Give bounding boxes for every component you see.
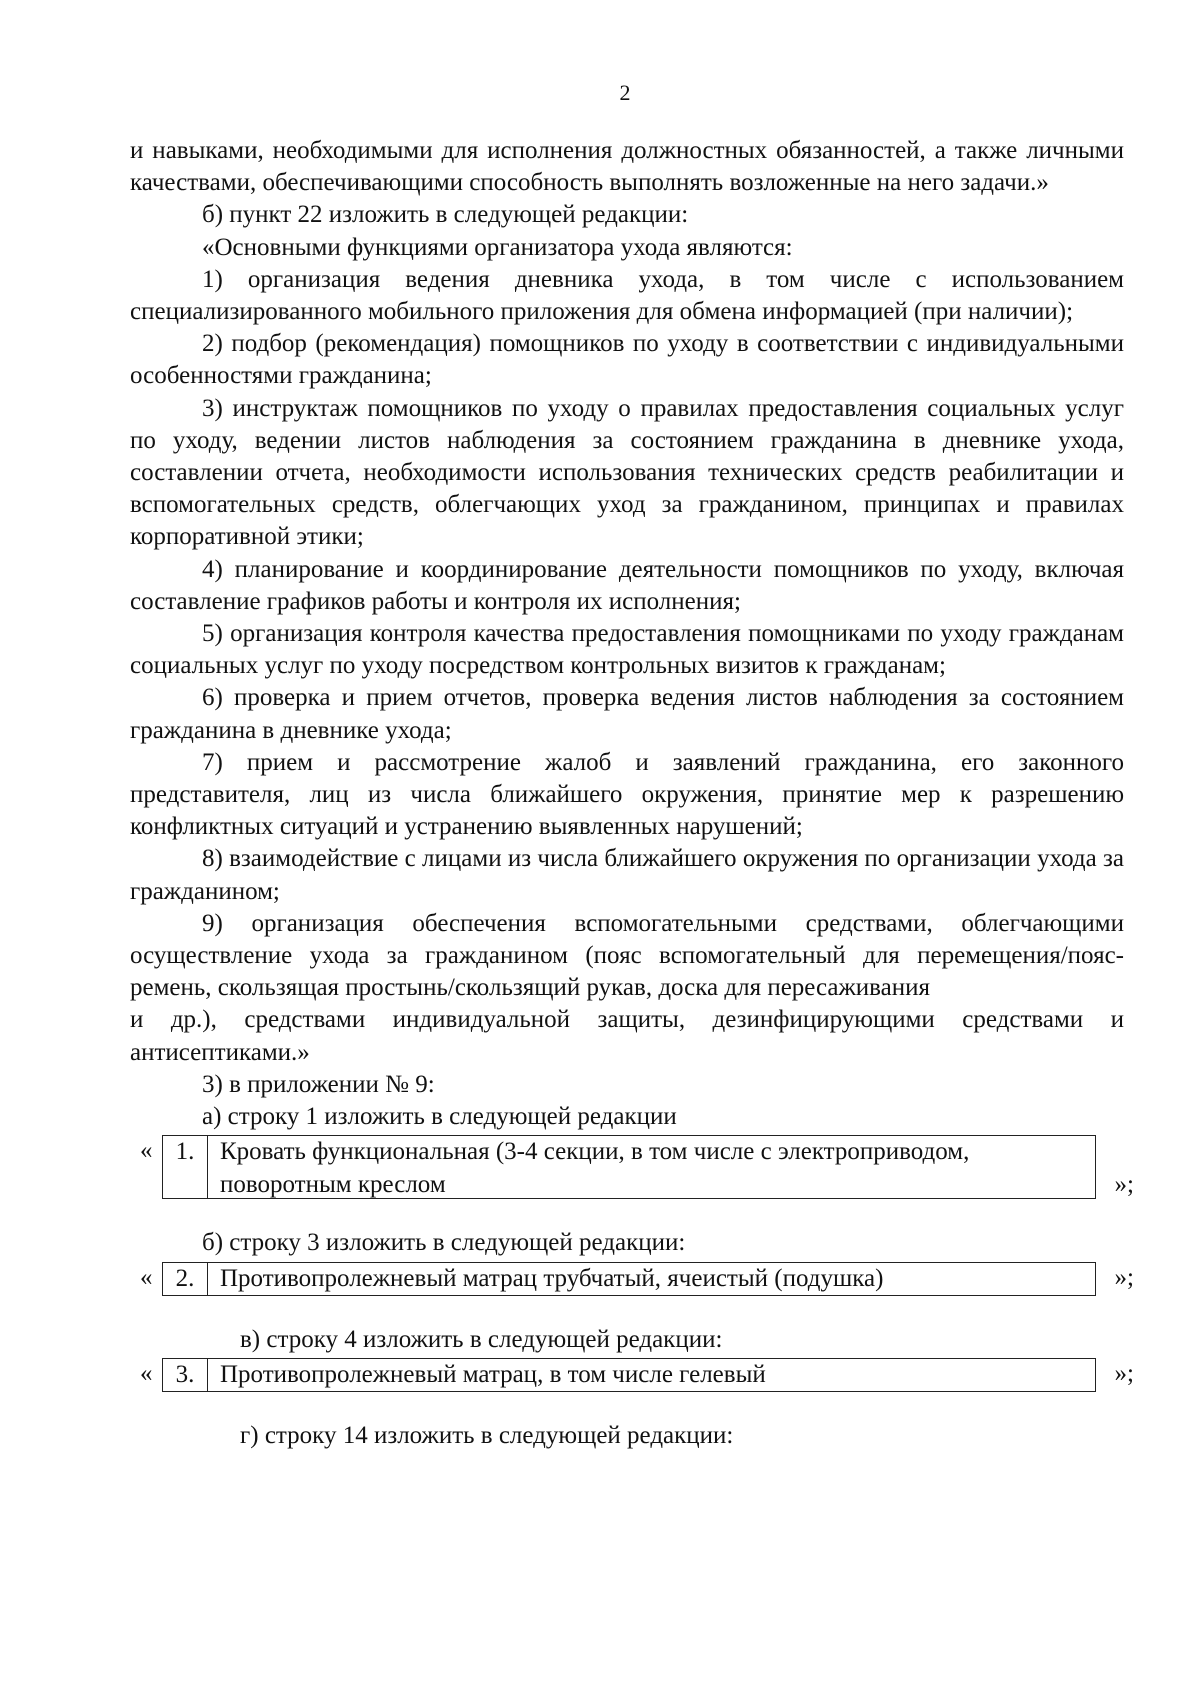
quote-open: « (140, 1263, 153, 1291)
instruction-v: в) строку 4 изложить в следующей редакции: (240, 1325, 723, 1353)
row-number: 3. (163, 1359, 208, 1391)
row-text: Противопролежневый матрац трубчатый, ячеистый (подушка) (220, 1264, 884, 1292)
paragraph: 1) организация ведения дневника ухода, в том числе с использованием специализированного мобильного приложения для обмена информацией (при наличии); (130, 265, 1124, 326)
instruction-g: г) строку 14 изложить в следующей редакции: (240, 1421, 734, 1449)
row-text: Противопролежневый матрац, в том числе гелевый (220, 1360, 766, 1388)
quote-close: »; (1114, 1263, 1134, 1291)
quote-close: »; (1114, 1359, 1134, 1387)
paragraph: б) пункт 22 изложить в следующей редакции: (202, 201, 689, 229)
replacement-row-2 (130, 1262, 1134, 1296)
paragraph: «Основными функциями организатора ухода являются: (202, 233, 793, 261)
paragraph: 5) организация контроля качества предоставления помощниками по уходу гражданам социальных услуг по уходу посредством контрольных визитов к гражданам; (130, 620, 1124, 680)
paragraph: и навыками, необходимыми для исполнения должностных обязанностей, а также личными качествами, обеспечивающими способность выполнять возложенные на него задачи.» (130, 137, 1124, 197)
paragraph: 4) планирование и координирование деятельности помощников по уходу, включая составление графиков работы и контроля их исполнения; (130, 555, 1124, 615)
paragraph: 3) в приложении № 9: (202, 1070, 435, 1098)
paragraph: 2) подбор (рекомендация) помощников по уходу в соответствии с индивидуальными особенностями гражданина; (130, 330, 1124, 390)
table-row (162, 1135, 1096, 1199)
instruction-b: б) строку 3 изложить в следующей редакции: (202, 1229, 686, 1257)
paragraph: и др.), средствами индивидуальной защиты, дезинфицирующими средствами и антисептиками.» (130, 1006, 1124, 1066)
quote-open: « (140, 1359, 153, 1387)
paragraph: 6) проверка и прием отчетов, проверка ведения листов наблюдения за состоянием гражданина в дневнике ухода; (130, 684, 1124, 744)
document-body (130, 135, 1134, 1452)
table-row (162, 1358, 1096, 1392)
paragraph: 8) взаимодействие с лицами из числа ближайшего окружения по организации ухода за гражданином; (130, 845, 1124, 905)
paragraph: 7) прием и рассмотрение жалоб и заявлений гражданина, его законного представителя, лиц из числа ближайшего окружения, принятие мер к разрешению конфликтных ситуаций и устранению выявленных нарушений; (130, 748, 1124, 841)
replacement-row-1 (130, 1135, 1134, 1199)
quote-open: « (140, 1137, 153, 1165)
paragraph: 3) инструктаж помощников по уходу о правилах предоставления социальных услуг по уходу, ведении листов наблюдения за состоянием гражданина в дневнике ухода, составлении отчета, необходимости использования технических средств реабилитации и вспомогательных средств, облегчающих уход за гражданином, принципах и правилах корпоративной этики; (130, 394, 1124, 551)
paragraphs-top (130, 135, 1124, 1133)
page-number: 2 (619, 80, 631, 105)
quote-close: »; (1114, 1171, 1134, 1199)
paragraph: 9) организация обеспечения вспомогательными средствами, облегчающими осуществление ухода за гражданином (пояс вспомогательный для перемещения/пояс-ремень, скользящая простынь/скользящий рукав, доска для пересаживания (130, 909, 1124, 1002)
row-number: 1. (163, 1136, 208, 1198)
paragraph: а) строку 1 изложить в следующей редакции (202, 1103, 677, 1131)
row-text: Кровать функциональная (3-4 секции, в том числе с электроприводом, поворотным креслом (220, 1138, 970, 1198)
replacement-row-3 (130, 1358, 1134, 1392)
table-row (162, 1262, 1096, 1296)
row-number: 2. (163, 1263, 208, 1295)
